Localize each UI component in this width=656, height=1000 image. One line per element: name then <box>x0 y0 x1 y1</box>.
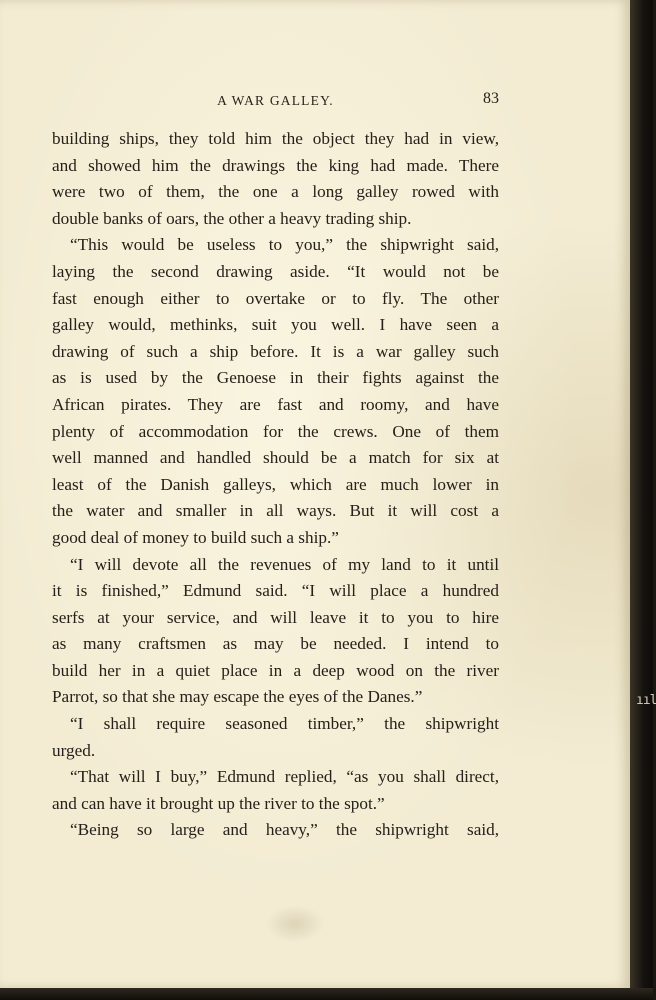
edge-mark: ııl <box>636 693 656 708</box>
text-line: laying the second drawing aside. “It would not be <box>52 261 499 281</box>
text-line: African pirates. They are fast and roomy, and have <box>52 394 499 414</box>
text-line: “I will devote all the revenues of my land to it until <box>70 554 499 574</box>
text-line: as is used by the Genoese in their fights against the <box>52 368 499 388</box>
text-line: urged. <box>52 740 96 760</box>
text-line: “This would be useless to you,” the shipwright said, <box>70 235 499 255</box>
text-line: building ships, they told him the object they had in view, <box>52 129 499 148</box>
text-line: galley would, methinks, suit you well. I have seen a <box>52 315 499 335</box>
text-line: plenty of accommodation for the crews. One of them <box>52 421 499 441</box>
body-text <box>52 126 499 844</box>
page-number: 83 <box>483 90 499 107</box>
text-line: as many craftsmen as may be needed. I intend to <box>52 634 499 654</box>
text-line: drawing of such a ship before. It is a war galley such <box>52 341 499 361</box>
text-line: well manned and handled should be a match for six at <box>52 448 499 468</box>
text-line: least of the Danish galleys, which are much lower in <box>52 474 499 494</box>
running-head <box>52 90 499 112</box>
book-edge-bottom <box>0 988 653 1000</box>
text-line: “That will I buy,” Edmund replied, “as you shall direct, <box>70 767 499 787</box>
text-line: the water and smaller in all ways. But it will cost a <box>52 501 499 521</box>
book-edge-right <box>630 0 656 1000</box>
text-line: it is finished,” Edmund said. “I will place a hundred <box>52 581 499 601</box>
text-line: good deal of money to build such a ship.” <box>52 527 339 547</box>
text-line: build her in a quiet place in a deep wood on the river <box>52 660 499 680</box>
text-line: “Being so large and heavy,” the shipwright said, <box>70 820 499 840</box>
text-line: were two of them, the one a long galley rowed with <box>52 182 499 202</box>
running-title: A WAR GALLEY. <box>217 93 334 108</box>
text-line: fast enough either to overtake or to fly. The other <box>52 288 499 308</box>
text-line: and showed him the drawings the king had made. There <box>52 155 499 175</box>
text-line: “I shall require seasoned timber,” the shipwright <box>70 714 499 734</box>
paper-stain <box>265 905 325 943</box>
text-line: serfs at your service, and will leave it to you to hire <box>52 607 499 627</box>
text-line: and can have it brought up the river to the spot.” <box>52 793 385 813</box>
text-line: double banks of oars, the other a heavy trading ship. <box>52 208 412 228</box>
text-line: Parrot, so that she may escape the eyes of the Danes.” <box>52 687 423 707</box>
